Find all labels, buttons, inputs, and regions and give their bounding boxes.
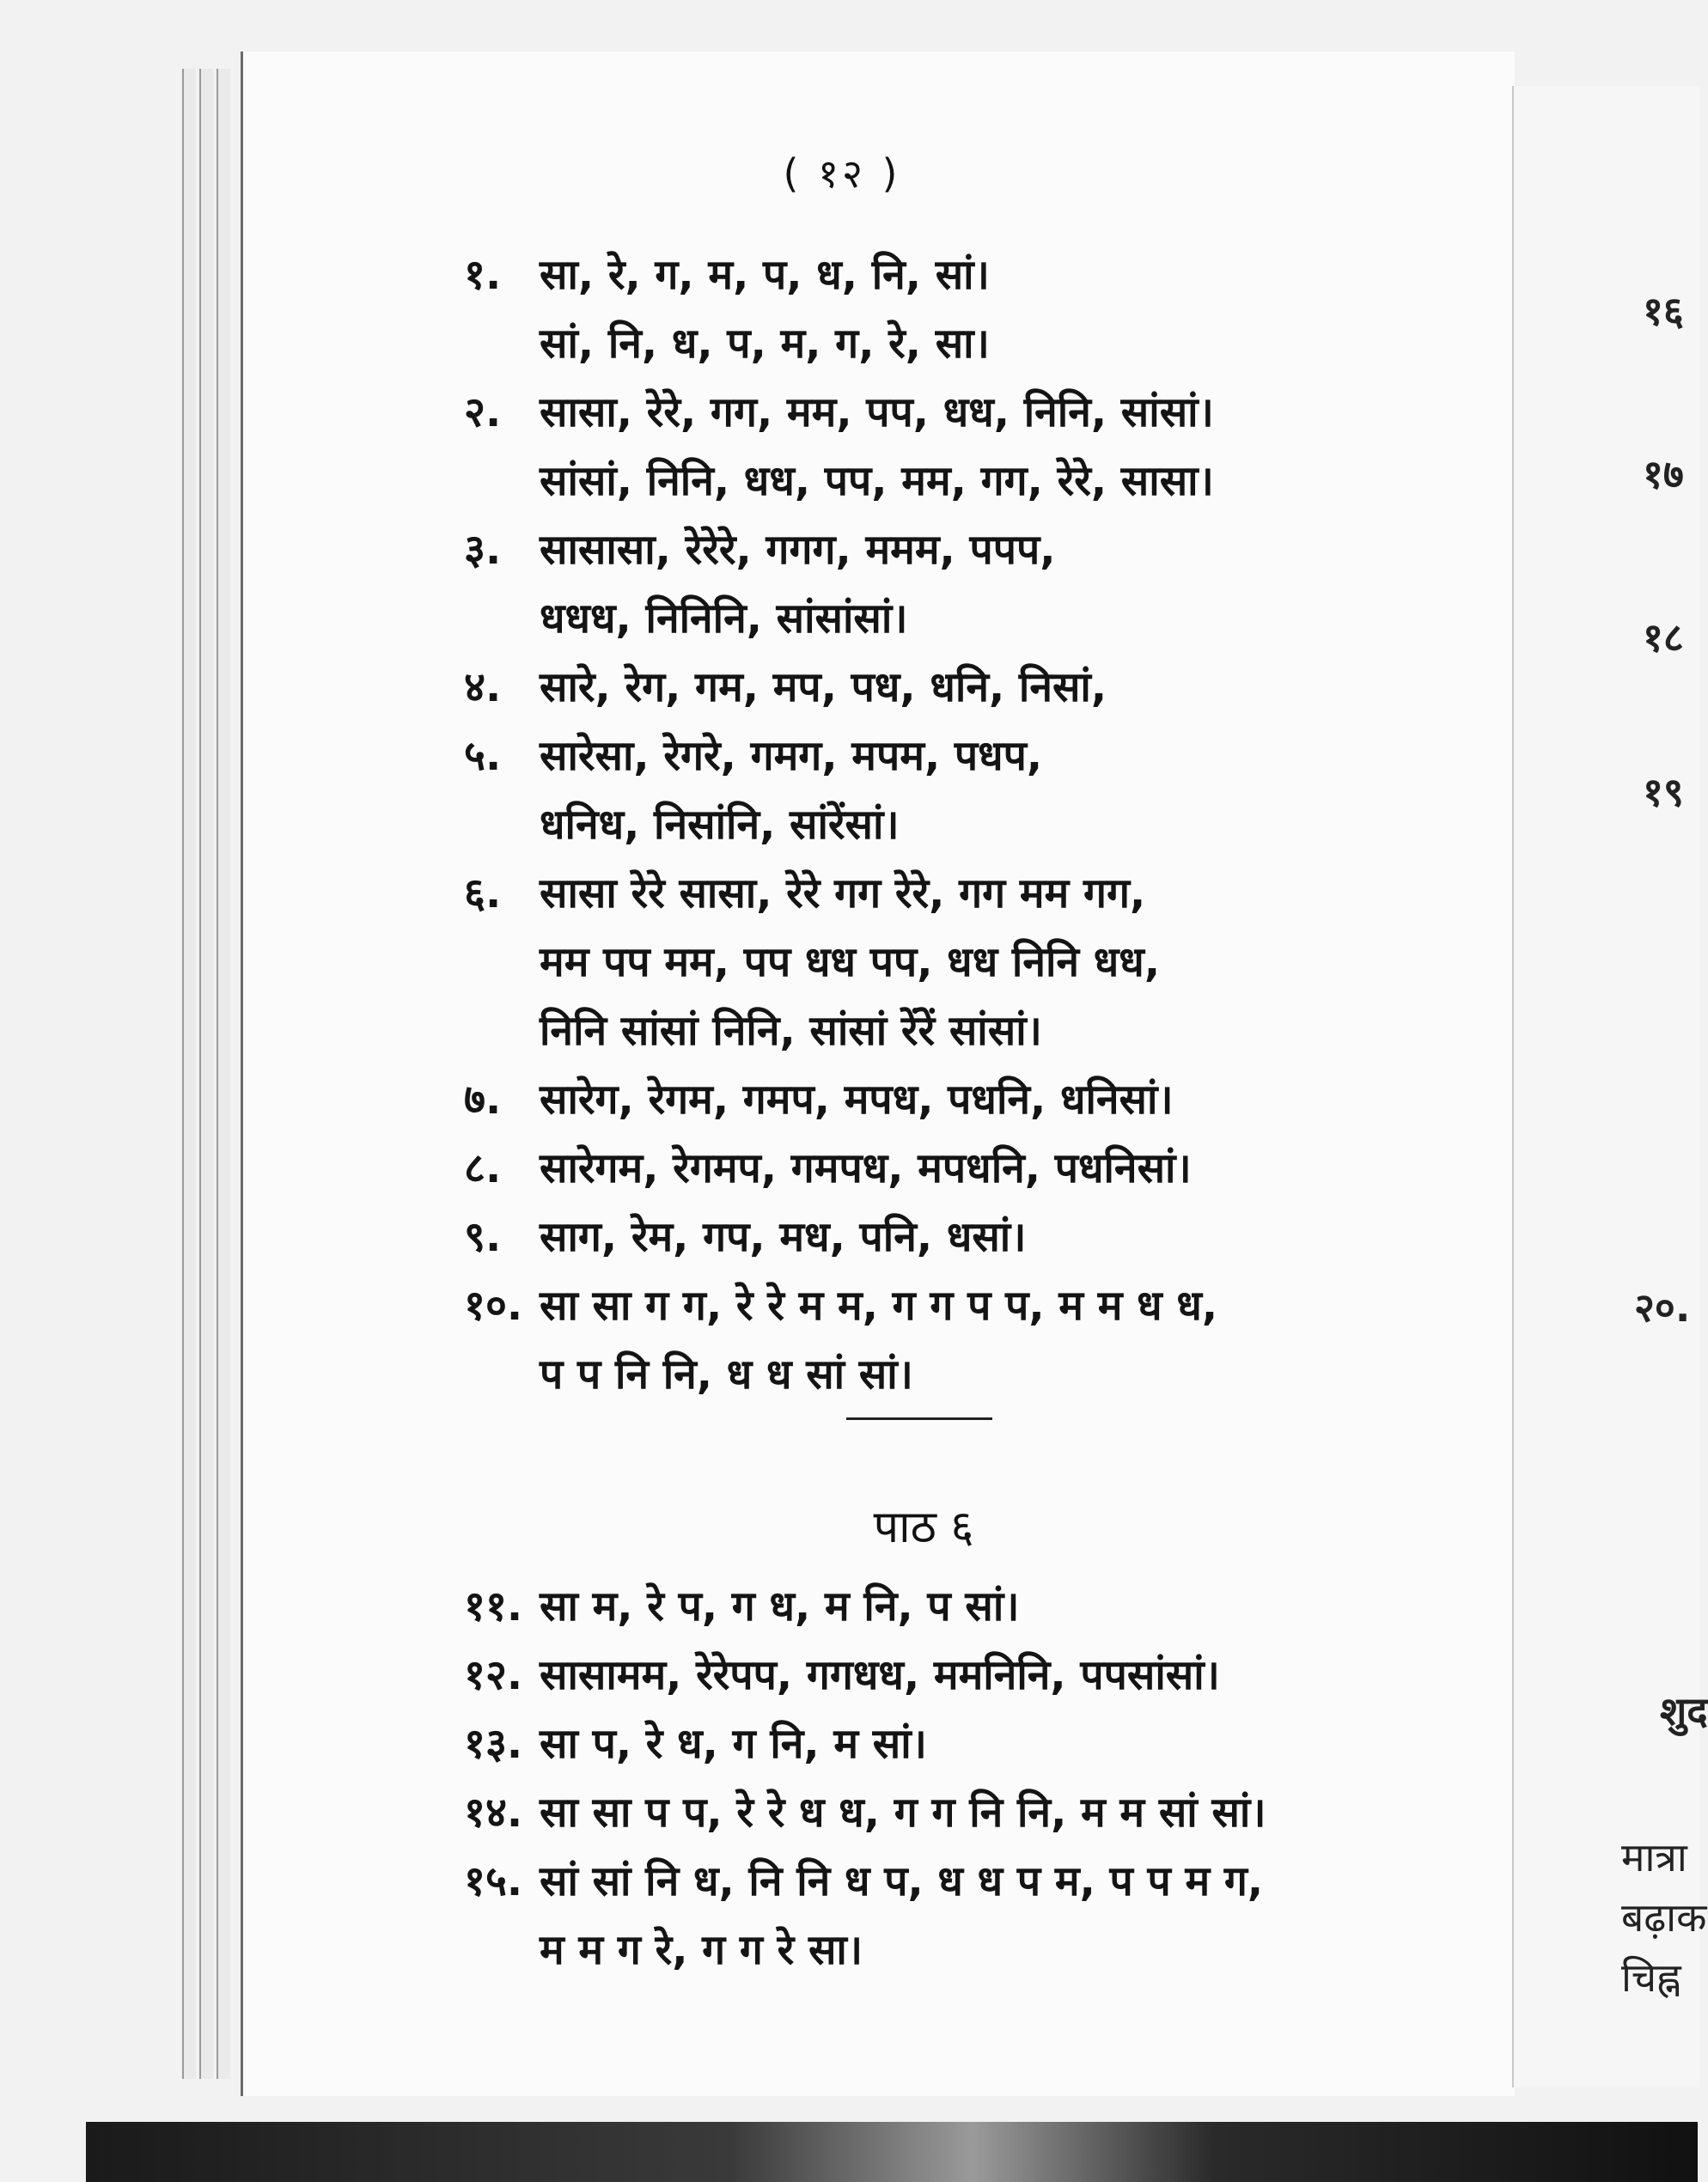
exercise-text: साग, रेम, गप, मध, पनि, धसां। (540, 1213, 1027, 1261)
exercise-text: सासा, रेरे, गग, मम, पप, धध, निनि, सांसां। (540, 388, 1214, 436)
exercise-text: सारेसा, रेगरे, गमग, मपम, पधप, (540, 732, 1043, 780)
exercise-number: १०. (464, 1282, 523, 1330)
exercise-text: सां सां नि ध, नि नि ध प, ध ध प म, प प म ग, (540, 1857, 1264, 1905)
exercise-continuation: म म ग रे, ग ग रे सा। (540, 1926, 863, 1974)
exercise-text: सारे, रेग, गम, मप, पध, धनि, निसां, (540, 663, 1107, 711)
adjacent-page-fragment: शुद (1660, 1688, 1708, 1734)
exercise-text: सारेग, रेगम, गमप, मपध, पधनि, धनिसां। (540, 1076, 1174, 1124)
exercise-11 (464, 1572, 1495, 1641)
exercise-number: १४. (464, 1789, 523, 1837)
page-number: ( १२ ) (783, 150, 901, 197)
exercise-number: १३. (464, 1720, 523, 1768)
exercise-text: सा, रे, ग, म, प, ध, नि, सां। (540, 251, 990, 299)
section-divider (846, 1417, 992, 1420)
exercise-text: सा प, रे ध, ग नि, म सां। (540, 1720, 927, 1768)
exercise-2 (464, 378, 1495, 447)
exercise-10 (464, 1271, 1495, 1340)
adjacent-page-fragment: १८ (1643, 614, 1684, 661)
exercise-8 (464, 1134, 1495, 1203)
exercise-5 (464, 722, 1495, 790)
exercise-list (464, 241, 1495, 1409)
exercise-number: ३. (464, 526, 502, 574)
adjacent-page-fragment: १६ (1643, 288, 1684, 334)
exercise-9 (464, 1203, 1495, 1271)
exercise-3 (464, 515, 1495, 584)
scan-bottom-edge (86, 2122, 1698, 2182)
exercise-number: २. (464, 388, 502, 436)
exercise-12 (464, 1641, 1495, 1710)
exercise-text: सारेगम, रेगमप, गमपध, मपधनि, पधनिसां। (540, 1144, 1192, 1192)
exercise-text: सा सा ग ग, रे रे म म, ग ग प प, म म ध ध, (540, 1282, 1218, 1330)
exercise-1 (464, 241, 1495, 309)
adjacent-page-fragment: १९ (1643, 769, 1684, 815)
exercise-continuation: धनिध, निसांनि, सांरेंसां। (540, 801, 900, 849)
exercise-continuation: निनि सांसां निनि, सांसां रेंरें सांसां। (540, 1007, 1042, 1055)
exercise-number: ११. (464, 1582, 523, 1630)
exercise-list-2 (464, 1572, 1495, 1984)
adjacent-page-fragment: बढ़ाक (1621, 1894, 1707, 1941)
page-stack-edge-3 (217, 69, 230, 2079)
exercise-number: ५. (464, 732, 502, 780)
exercise-number: ९. (464, 1213, 502, 1261)
exercise-number: ८. (464, 1144, 502, 1192)
exercise-text: सा सा प प, रे रे ध ध, ग ग नि नि, म म सां सां। (540, 1789, 1266, 1837)
exercise-6 (464, 859, 1495, 928)
exercise-number: ४. (464, 663, 502, 711)
exercise-15 (464, 1847, 1495, 1916)
exercise-text: सा म, रे प, ग ध, म नि, प सां। (540, 1582, 1020, 1630)
section-title: पाठ ६ (873, 1502, 974, 1553)
exercise-continuation: प प नि नि, ध ध सां सां। (540, 1350, 913, 1399)
exercise-14 (464, 1778, 1495, 1847)
exercise-number: १५. (464, 1857, 523, 1905)
exercise-number: १२. (464, 1651, 523, 1699)
exercise-number: १. (464, 251, 502, 299)
exercise-13 (464, 1710, 1495, 1778)
page-stack-edge-1 (182, 69, 196, 2079)
adjacent-page-fragment: मात्रा (1621, 1834, 1687, 1880)
page-stack-edge-2 (199, 69, 213, 2079)
exercise-continuation: सां, नि, ध, प, म, ग, रे, सा। (540, 320, 990, 368)
exercise-4 (464, 653, 1495, 722)
exercise-continuation: धधध, निनिनि, सांसांसां। (540, 594, 908, 643)
adjacent-page (1512, 86, 1708, 2088)
exercise-text: सासामम, रेरेपप, गगधध, ममनिनि, पपसांसां। (540, 1651, 1220, 1699)
exercise-number: ७. (464, 1076, 502, 1124)
exercise-number: ६. (464, 869, 502, 917)
adjacent-page-fragment: १७ (1643, 451, 1684, 497)
exercise-continuation: मम पप मम, पप धध पप, धध निनि धध, (540, 938, 1161, 986)
adjacent-page-fragment: चिह्न (1621, 1954, 1681, 2001)
exercise-continuation: सांसां, निनि, धध, पप, मम, गग, रेरे, सासा। (540, 457, 1214, 505)
exercise-text: सासासा, रेरेरे, गगग, ममम, पपप, (540, 526, 1056, 574)
exercise-7 (464, 1065, 1495, 1134)
adjacent-page-fragment: २०. (1634, 1284, 1691, 1331)
exercise-text: सासा रेरे सासा, रेरे गग रेरे, गग मम गग, (540, 869, 1146, 917)
